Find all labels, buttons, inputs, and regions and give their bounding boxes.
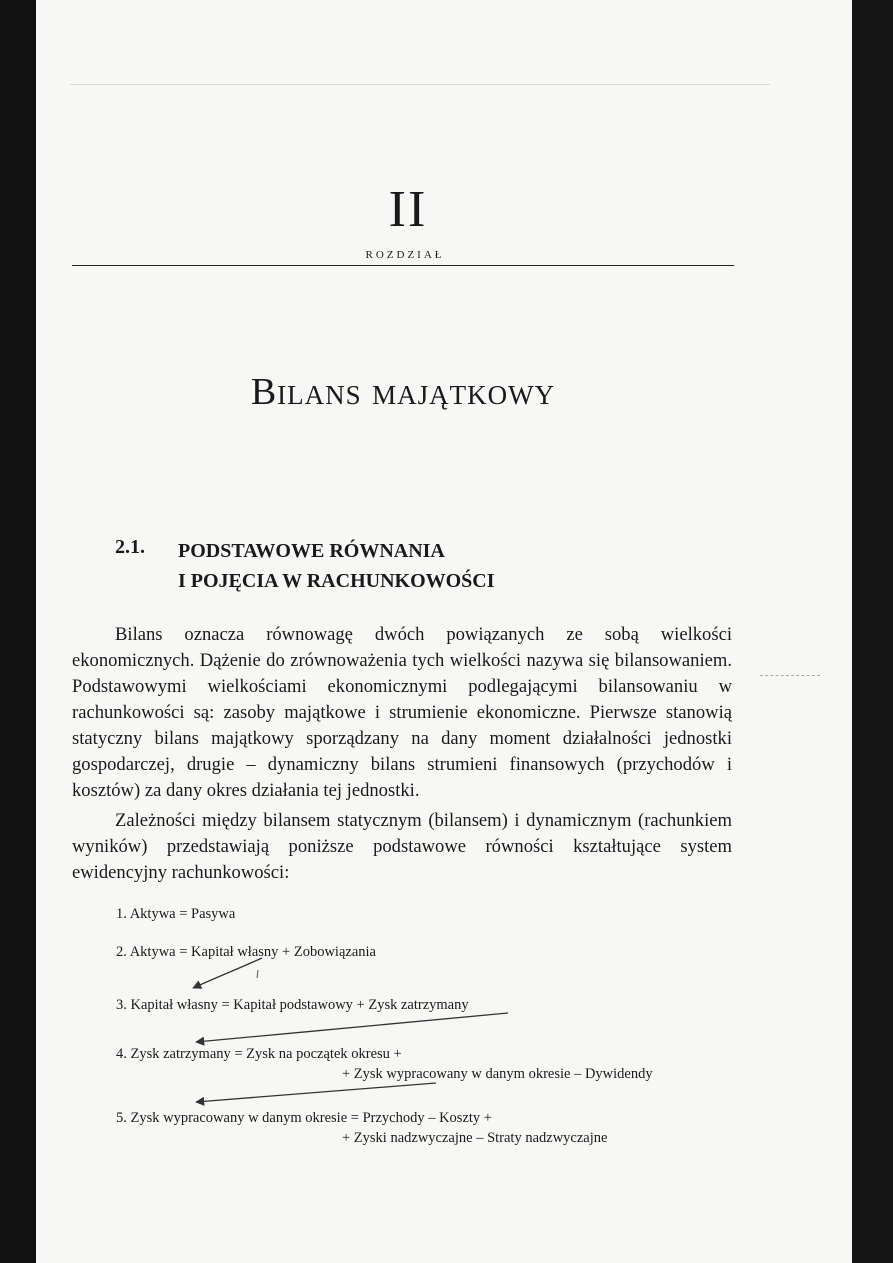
chapter-title: Bilans majątkowy [250, 371, 556, 413]
section-number: 2.1. [115, 536, 145, 558]
equation-5: 5. Zysk wypracowany w danym okresie = Przychody – Koszty + [116, 1110, 492, 1126]
paragraph: Zależności między bilansem statycznym (bilansem) i dynamicznym (rachunkiem wyników) przedstawiają poniższe podstawowe równości kształtujące system ewidencyjny rachunkowości: [72, 810, 732, 883]
equation-3: 3. Kapitał własny = Kapitał podstawowy + Zysk zatrzymany [116, 997, 469, 1013]
equation-4-continuation: + Zysk wypracowany w danym okresie – Dywidendy [342, 1066, 653, 1082]
arrow-eq2-to-eq3 [193, 958, 262, 988]
stray-pen-mark [760, 675, 820, 677]
paragraph: Bilans oznacza równowagę dwóch powiązanych ze sobą wielkości ekonomicznych. Dążenie do zrównoważenia tych wielkości nazywa się bilansowaniem. Podstawowymi wielkościami ekonomicznymi podlegającymi bilansowaniu w rachunkowości są: zasoby majątkowe i strumienie ekonomiczne. Pierwsze stanowią statyczny bilans majątkowy sporządzany na dany moment działalności jednostki gospodarczej, drugie – dynamiczny bilans strumieni finansowych (przychodów i kosztów) za dany okres działania tej jednostki. [72, 624, 732, 801]
section-title-line2: I POJĘCIA W RACHUNKOWOŚCI [178, 570, 495, 592]
section-title-line1: PODSTAWOWE RÓWNANIA [178, 540, 445, 562]
chapter-number: II [388, 181, 428, 238]
equation-1: 1. Aktywa = Pasywa [116, 906, 236, 922]
equation-5-continuation: + Zyski nadzwyczajne – Straty nadzwyczajne [342, 1130, 608, 1146]
arrow-eq3-to-eq4 [196, 1013, 508, 1042]
equation-4: 4. Zysk zatrzymany = Zysk na początek okresu + [116, 1046, 402, 1062]
pen-mark [257, 970, 258, 978]
equation-2: 2. Aktywa = Kapitał własny + Zobowiązania [116, 944, 376, 960]
arrow-eq4-to-eq5 [196, 1083, 436, 1102]
chapter-label: ROZDZIAŁ [365, 249, 445, 261]
